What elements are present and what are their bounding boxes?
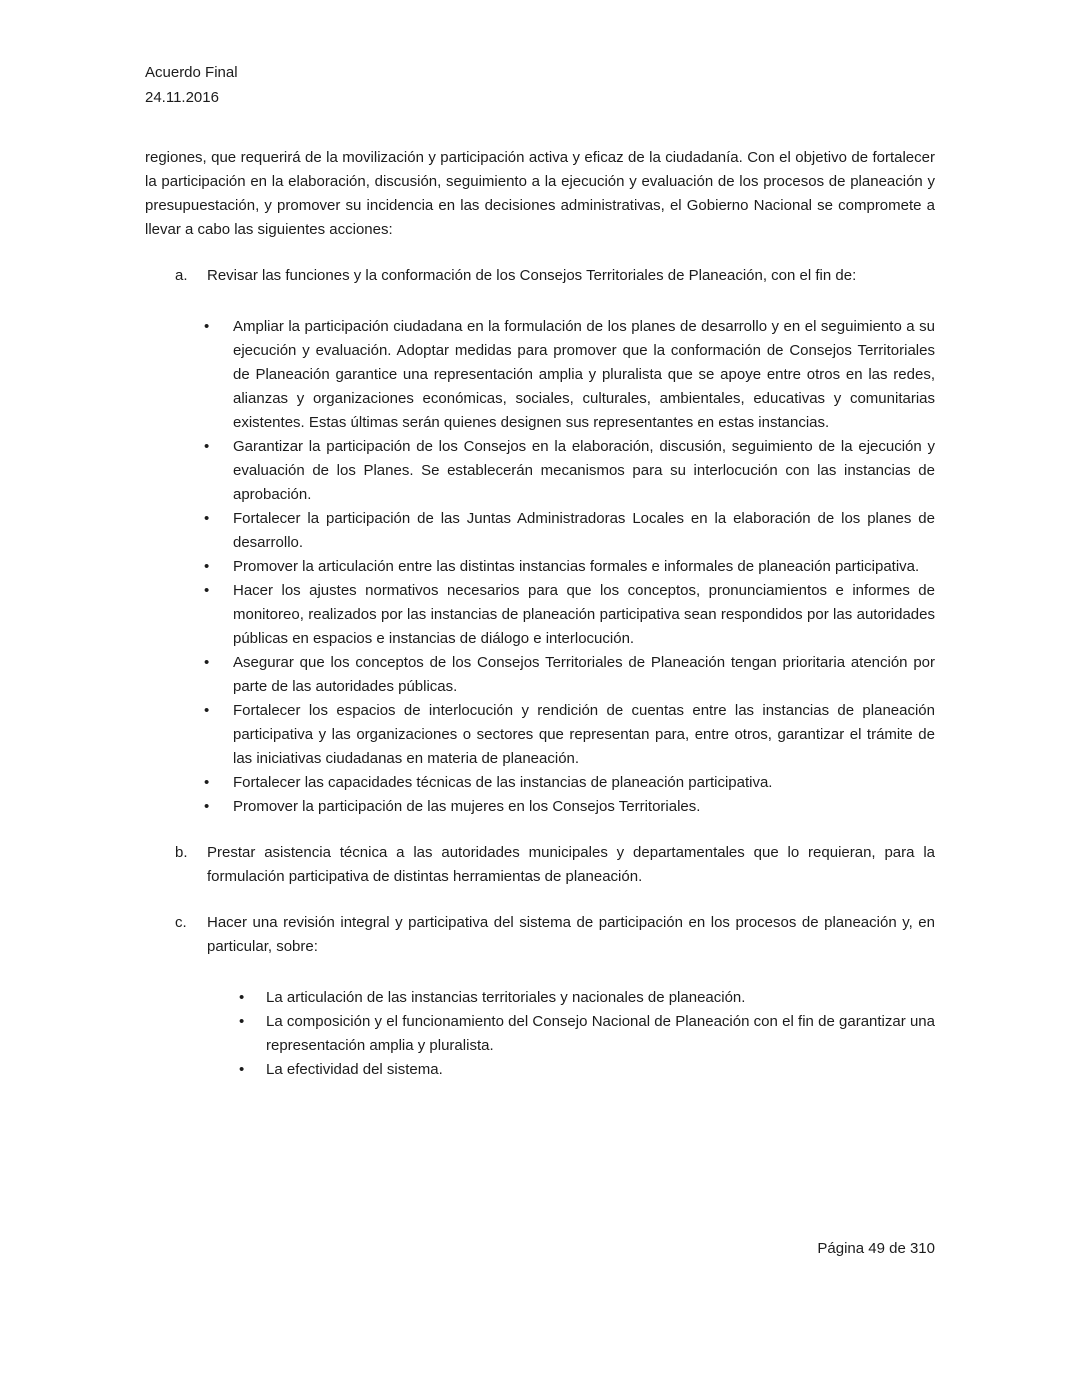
bullet-icon: • — [204, 702, 210, 719]
list-item-c — [145, 911, 935, 959]
bullet-text: Fortalecer los espacios de interlocución y rendición de cuentas entre las instancias de planeación participativa y las organizaciones o sectores que representan para, entre otros, garantizar el trámite de las iniciativas ciudadanas en materia de planeación. — [233, 702, 935, 767]
document-date: 24.11.2016 — [145, 89, 219, 106]
list-item-a-text: Revisar las funciones y la conformación de los Consejos Territoriales de Planeación, con el fin de: — [207, 267, 857, 284]
bullet-icon: • — [204, 558, 210, 575]
bullet-text: La efectividad del sistema. — [266, 1061, 443, 1078]
list-item-c-text: Hacer una revisión integral y participativa del sistema de participación en los procesos de planeación y, en particular, sobre: — [207, 914, 935, 955]
list-item-a-label: a. — [175, 267, 188, 284]
bullet-icon: • — [239, 989, 245, 1006]
list-item-b — [145, 841, 935, 889]
page-number: Página 49 de 310 — [817, 1240, 935, 1257]
bullet-text: Promover la participación de las mujeres en los Consejos Territoriales. — [233, 798, 701, 815]
bullet-icon: • — [204, 510, 210, 527]
list-item — [145, 771, 935, 795]
bullet-text: Hacer los ajustes normativos necesarios para que los conceptos, pronunciamientos e informes de monitoreo, realizados por las instancias de planeación participativa sean respondidos por las autoridades públicas en espacios e instancias de diálogo e interlocución. — [233, 582, 935, 647]
list-item — [145, 986, 935, 1010]
list-item — [145, 315, 935, 435]
list-item — [145, 1058, 935, 1082]
list-item-c-label: c. — [175, 914, 187, 931]
intro-paragraph: regiones, que requerirá de la movilización y participación activa y eficaz de la ciudadanía. Con el objetivo de fortalecer la participación en la elaboración, discusión, seguimiento a la ejecución y evaluación de los procesos de planeación y presupuestación, y promover su incidencia en las decisiones administrativas, el Gobierno Nacional se compromete a llevar a cabo las siguientes acciones: — [145, 149, 935, 238]
list-item — [145, 699, 935, 771]
list-item — [145, 507, 935, 555]
bullet-text: La articulación de las instancias territoriales y nacionales de planeación. — [266, 989, 746, 1006]
bullet-icon: • — [204, 654, 210, 671]
list-item — [145, 435, 935, 507]
list-item — [145, 651, 935, 699]
bullet-icon: • — [204, 318, 210, 335]
list-item — [145, 579, 935, 651]
bullet-list-c — [145, 986, 935, 1082]
bullet-icon: • — [204, 582, 210, 599]
bullet-icon: • — [204, 438, 210, 455]
bullet-text: Fortalecer la participación de las Juntas Administradoras Locales en la elaboración de los planes de desarrollo. — [233, 510, 935, 551]
bullet-text: Asegurar que los conceptos de los Consejos Territoriales de Planeación tengan prioritaria atención por parte de las autoridades públicas. — [233, 654, 935, 695]
bullet-text: La composición y el funcionamiento del Consejo Nacional de Planeación con el fin de garantizar una representación amplia y pluralista. — [266, 1013, 935, 1054]
bullet-text: Ampliar la participación ciudadana en la formulación de los planes de desarrollo y en el seguimiento a su ejecución y evaluación. Adoptar medidas para promover que la conformación de Consejos Territoriales de Planeación garantice una representación amplia y pluralista que se apoye entre otros en las redes, alianzas y organizaciones económicas, sociales, culturales, ambientales, educativas y comunitarias existentes. Estas últimas serán quienes designen sus representantes en estas instancias. — [233, 318, 935, 431]
list-item-a — [145, 264, 935, 288]
list-item-b-text: Prestar asistencia técnica a las autoridades municipales y departamentales que lo requieran, para la formulación participativa de distintas herramientas de planeación. — [207, 844, 935, 885]
list-item — [145, 555, 935, 579]
document-header — [145, 60, 935, 110]
bullet-text: Fortalecer las capacidades técnicas de las instancias de planeación participativa. — [233, 774, 773, 791]
bullet-text: Promover la articulación entre las distintas instancias formales e informales de planeación participativa. — [233, 558, 920, 575]
bullet-icon: • — [204, 774, 210, 791]
bullet-icon: • — [239, 1061, 245, 1078]
list-item — [145, 1010, 935, 1058]
bullet-icon: • — [239, 1013, 245, 1030]
bullet-icon: • — [204, 798, 210, 815]
bullet-text: Garantizar la participación de los Consejos en la elaboración, discusión, seguimiento de la ejecución y evaluación de los Planes. Se establecerán mecanismos para su interlocución con las instancias de aprobación. — [233, 438, 935, 503]
document-title: Acuerdo Final — [145, 64, 238, 81]
bullet-list-a — [145, 315, 935, 819]
list-item — [145, 795, 935, 819]
list-item-b-label: b. — [175, 844, 188, 861]
